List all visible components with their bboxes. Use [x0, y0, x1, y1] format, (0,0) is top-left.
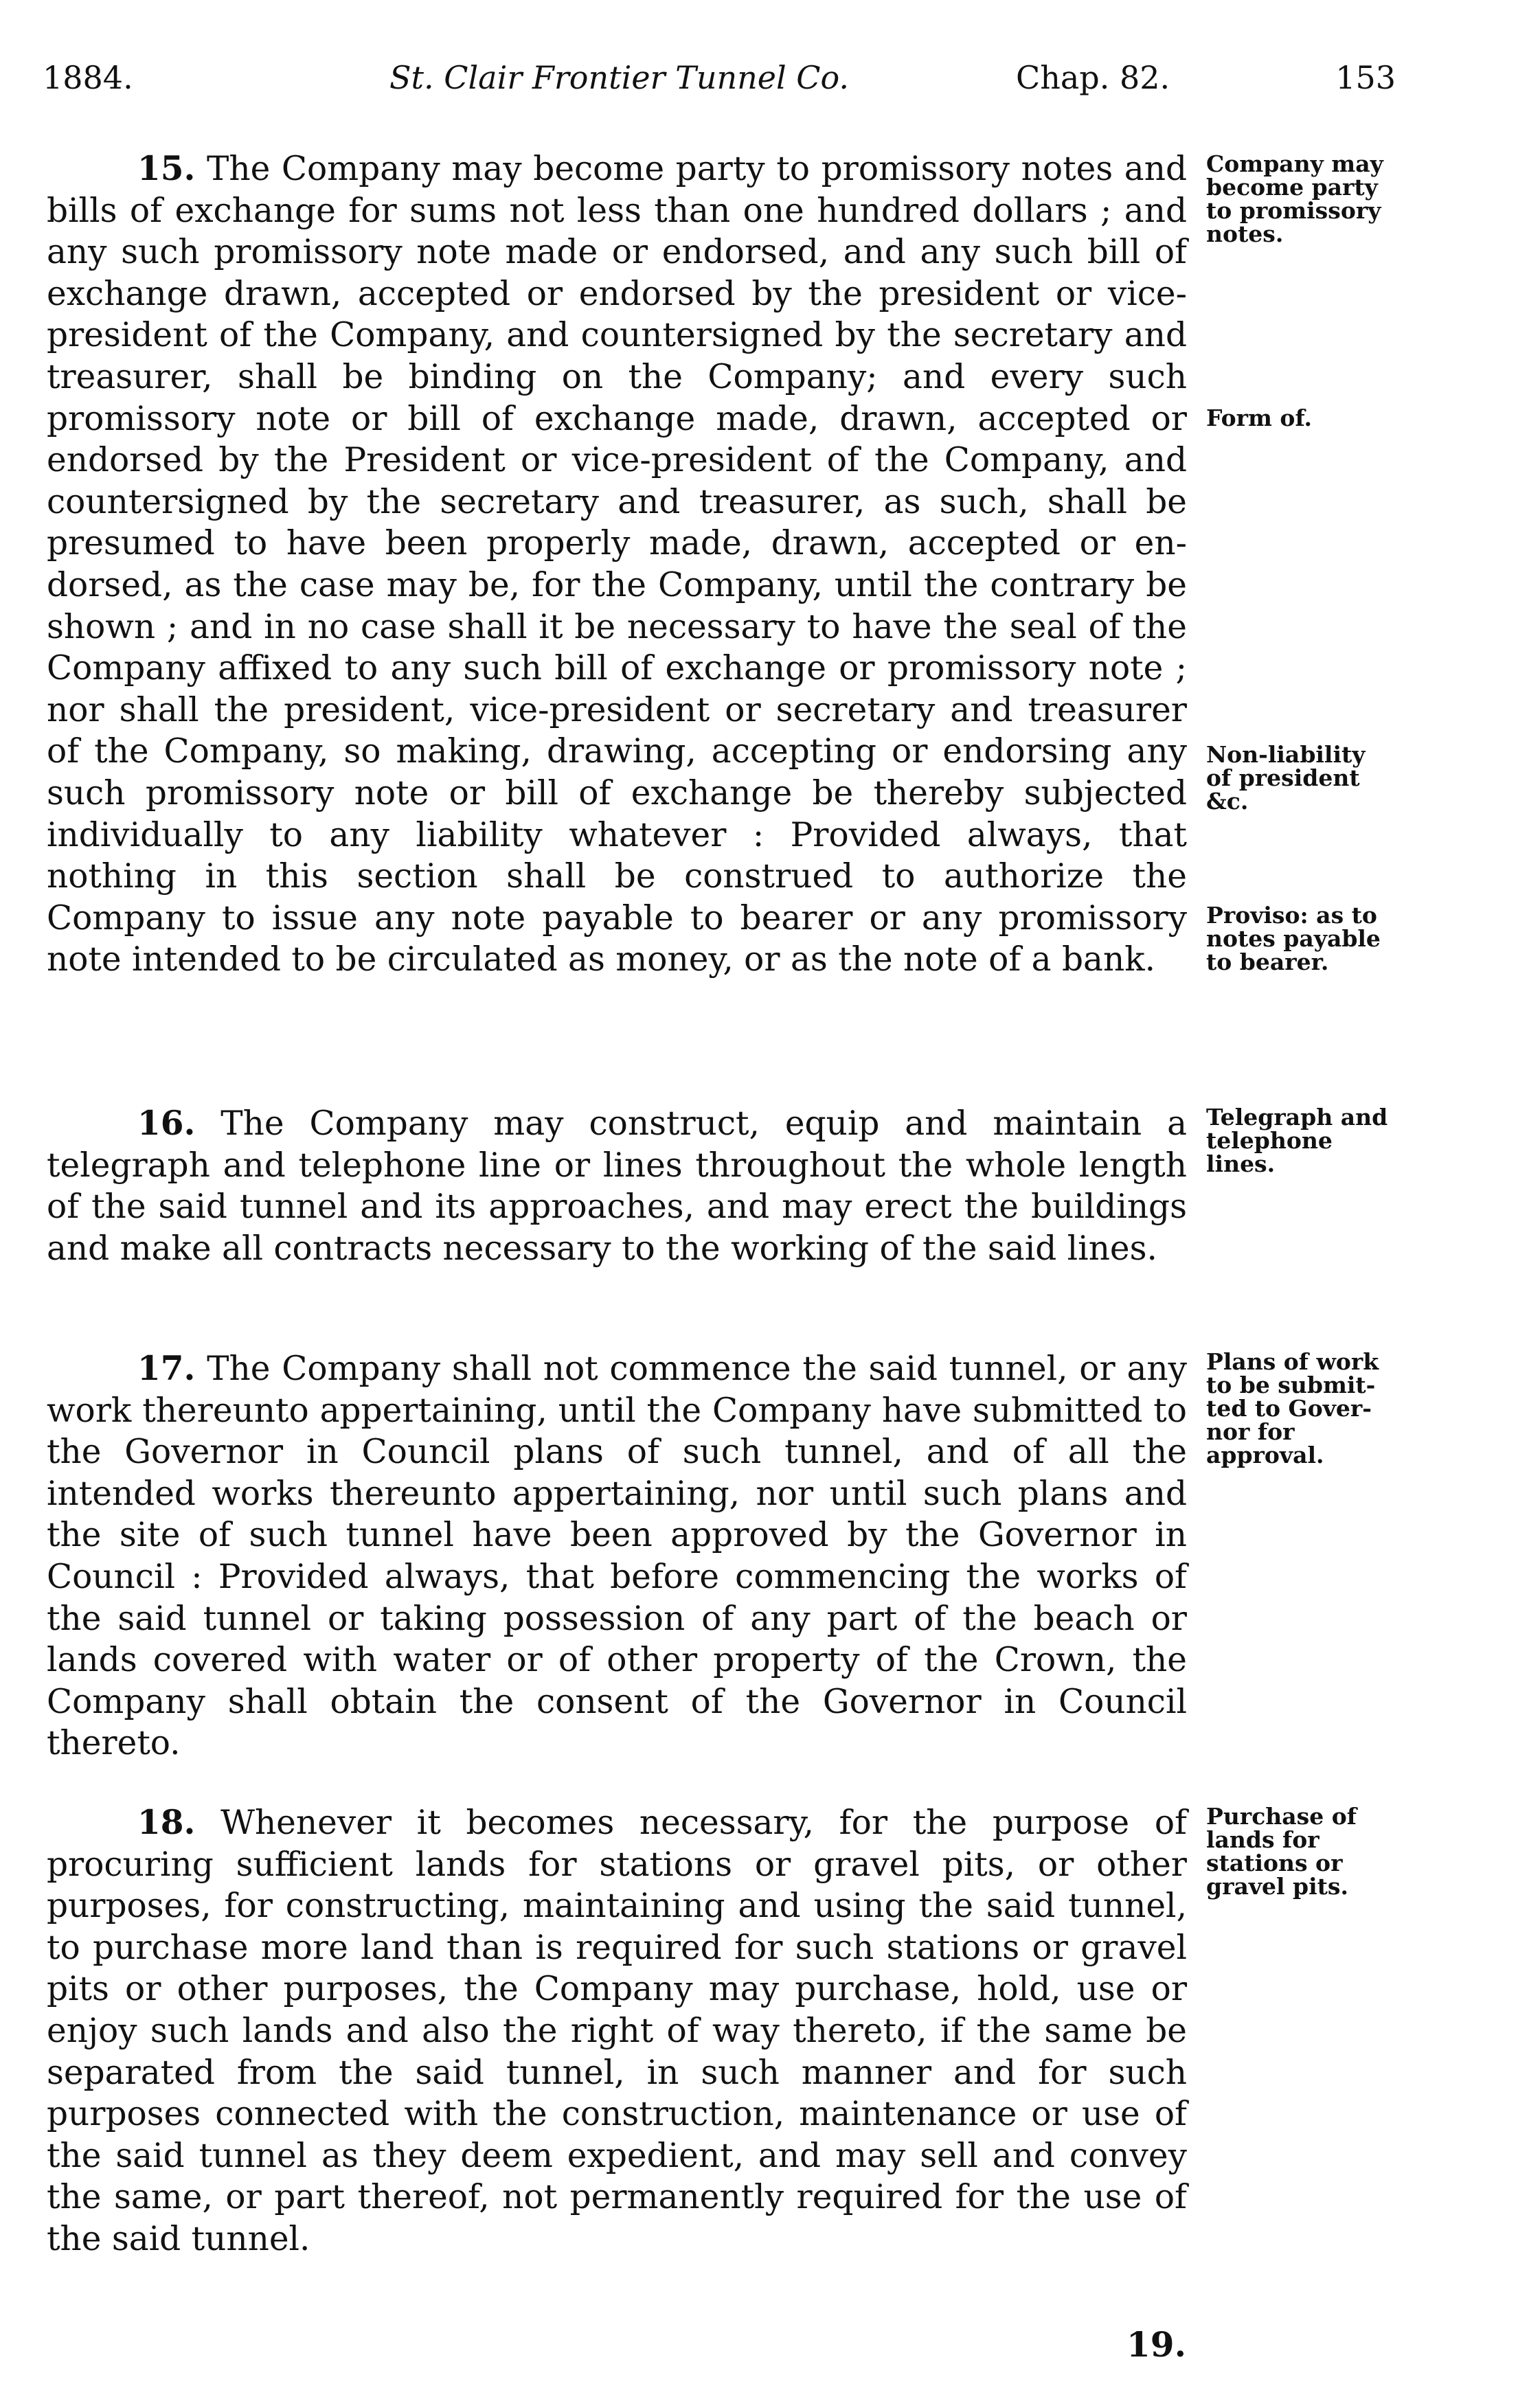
section-text: Whenever it becomes necessary, for the purpose of procuring sufficient lands for stations or gravel pits, or other purposes, for constructing, maintaining and using the said tunnel, to purchase more land than is required for such stations or gravel pits or other purposes, the Company may purchase, hold, use or enjoy such lands and also the right of way thereto, if the same be separated from the said tunnel, in such manner and for such purposes connected with the construction, maintenance or use of the said tunnel as they deem expedient, and may sell and convey the same, or part thereof, not permanently required for the use of the said tunnel. [47, 1804, 1187, 2258]
margin-note: Telegraph and telephone lines. [1206, 1104, 1388, 1177]
section-text: The Company shall not commence the said tunnel, or any work thereunto appertaining, until the Company have submitted to the Governor in Council plans of such tunnel, and of all the intended works thereunto appertaining, nor until such plans and the site of such tunnel have been approved by the Governor in Council : Provided always, that before commencing the works of the said tunnel or taking possession of any part of the beach or lands covered with water or of other property of the Crown, the Company shall obtain the consent of the Governor in Council thereto. [47, 1350, 1187, 1763]
section-17 [47, 1348, 1187, 1764]
header-year: 1884. [43, 59, 133, 96]
section-15 [47, 148, 1187, 981]
margin-note: Form of. [1206, 405, 1312, 431]
margin-note: Purchase of lands for stations or gravel pits. [1206, 1803, 1357, 1900]
section-text: The Company may construct, equip and maintain a telegraph and telephone line or lines throughout the whole length of the said tunnel and its approaches, and may erect the buildings and make all contracts necessary to the working of the said lines. [47, 1104, 1187, 1268]
header-page-number: 153 [1335, 59, 1396, 96]
section-16 [47, 1103, 1187, 1269]
margin-note: Plans of work to be submitted to Governor for approval. [1206, 1348, 1379, 1468]
margin-note: Proviso: as to notes payable to bearer. [1206, 902, 1381, 975]
section-number: 16. [137, 1104, 196, 1143]
header-title: St. Clair Frontier Tunnel Co. [389, 59, 849, 96]
section-number: 17. [137, 1349, 196, 1388]
catchword: 19. [1126, 2324, 1186, 2365]
margin-note: Non-liability of president &c. [1206, 741, 1366, 815]
section-text: The Company may become party to promissory notes and bills of exchange for sums not less than one hundred dollars ; and any such promissory note made or endorsed, and any such bill of exchange drawn, accepted or endorsed by the president or vice-president of the Company, and countersigned by the secretary and treasurer, shall be binding on the Company; and every such promissory note or bill of exchange made, drawn, accepted or endorsed by the President or vice-president of the Company, and countersigned by the secretary and treasurer, as such, shall be presumed to have been properly made, drawn, accepted or endorsed, as the case may be, for the Company, until the contrary be shown ; and in no case shall it be necessary to have the seal of the Company affixed to any such bill of exchange or promissory note ; nor shall the president, vice-president or secretary and treasurer of the Company, so making, drawing, accepting or endorsing any such promissory note or bill of exchange be thereby subjected individually to any liability whatever : Provided always, that nothing in this section shall be construed to authorize the Company to issue any note payable to bearer or any promissory note intended to be circulated as money, or as the note of a bank. [47, 150, 1187, 979]
header-chapter: Chap. 82. [1016, 59, 1170, 96]
section-number: 15. [137, 149, 196, 188]
section-18 [47, 1802, 1187, 2260]
running-header [43, 59, 1396, 107]
margin-note: Company may become party to promissory notes. [1206, 150, 1383, 247]
section-number: 18. [137, 1803, 196, 1842]
